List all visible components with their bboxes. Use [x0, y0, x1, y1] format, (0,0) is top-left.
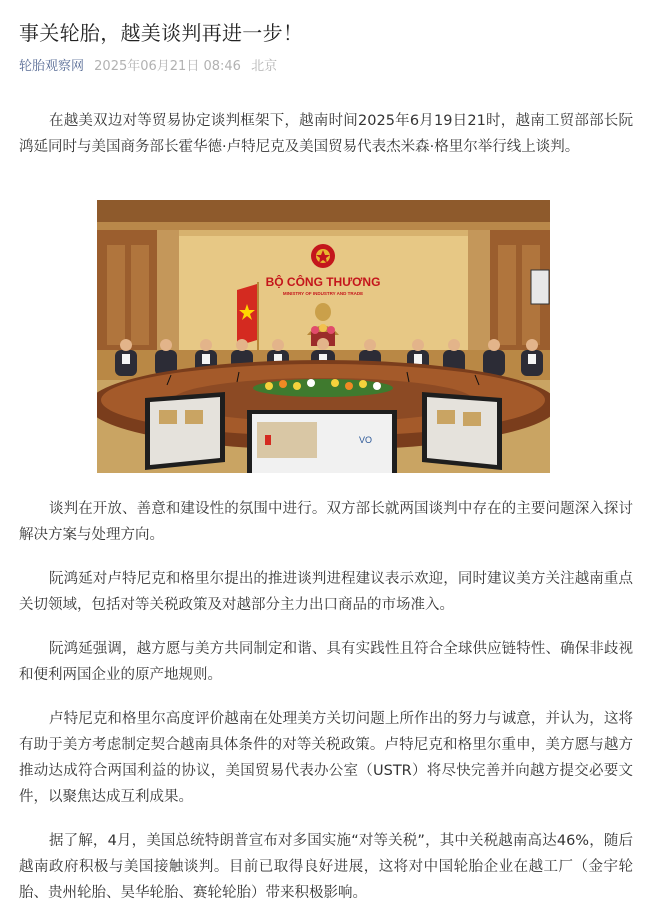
paragraph-4: 阮鸿延强调，越方愿与美方共同制定和谐、具有实践性且符合全球供应链特性、确保非歧视和便利两国企业的原产地规则。	[19, 641, 633, 683]
paragraph-5: 卢特尼克和格里尔高度评价越南在处理美方关切问题上所作出的努力与诚意，并认为，这将有助于美方考虑制定契合越南具体条件的对等关税政策。卢特尼克和格里尔重申，美方愿与越方推动达成符合两国利益的协议，美国贸易代表办公室（USTR）将尽快完善并向越方提交必要文件，以聚焦达成互利成果。	[19, 711, 633, 805]
meeting-photo	[97, 200, 550, 473]
source-link[interactable]: 轮胎观察网	[19, 59, 85, 74]
screen-label: VO	[359, 435, 373, 445]
backdrop-title: BỘ CÔNG THƯƠNG	[265, 275, 381, 289]
backdrop-subtitle: MINISTRY OF INDUSTRY AND TRADE	[282, 291, 364, 296]
paragraph-2: 谈判在开放、善意和建设性的氛围中进行。双方部长就两国谈判中存在的主要问题深入探讨解决方案与处理方向。	[19, 501, 633, 543]
publish-date: 2025年06月21日 08:46	[94, 59, 241, 74]
paragraph-6: 据了解，4月，美国总统特朗普宣布对多国实施“对等关税”，其中关税越南高达46%，随后越南政府积极与美国接触谈判。目前已取得良好进展，这将对中国轮胎企业在越工厂（金宇轮胎、贵州轮胎、昊华轮胎、赛轮轮胎）带来积极影响。	[19, 833, 633, 901]
paragraph-1: 在越美双边对等贸易协定谈判框架下，越南时间2025年6月19日21时，越南工贸部部长阮鸿延同时与美国商务部长霍华德·卢特尼克及美国贸易代表杰米森·格里尔举行线上谈判。	[19, 113, 633, 155]
article-meta	[19, 58, 283, 76]
paragraph-3: 阮鸿延对卢特尼克和格里尔提出的推进谈判进程建议表示欢迎，同时建议美方关注越南重点关切领域，包括对等关税政策及对越部分主力出口商品的市场准入。	[19, 571, 633, 613]
publish-location: 北京	[251, 59, 278, 74]
article-title: 事关轮胎，越美谈判再进一步！	[19, 21, 304, 45]
